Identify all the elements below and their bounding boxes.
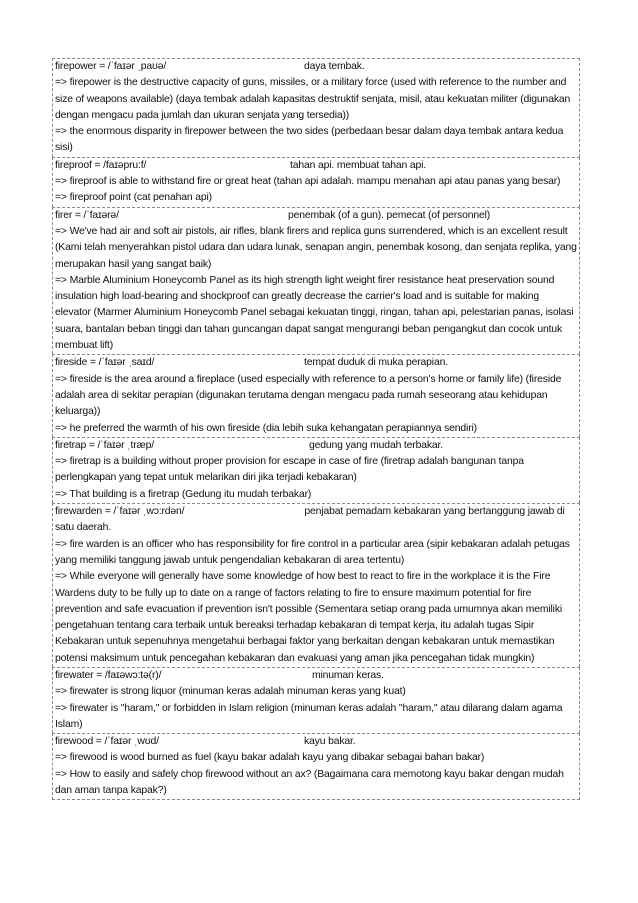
entry-translation: tahan api. membuat tahan api. (290, 159, 427, 171)
entry-translation: daya tembak. (304, 61, 365, 72)
entry-firewood (52, 733, 580, 800)
entry-line: => firewater is strong liquor (minuman keras adalah minuman keras yang kuat) (55, 686, 406, 698)
entry-line: => firetrap is a building without proper provision for escape in case of fire (firetrap adalah bangunan tanpa perlengkapan yang tepat untuk melarikan diri jika terjadi kebakaran) (55, 456, 524, 484)
entry-translation: kayu bakar. (304, 736, 356, 748)
entry-term: fireproof = /faɪəpru:f/ (55, 159, 147, 171)
entry-fireside (52, 354, 580, 436)
entry-term: firewarden = /ˈfaɪər ˌwɔ:rdən/ (55, 506, 185, 518)
entry-line: => How to easily and safely chop firewood without an ax? (Bagaimana cara memotong kayu bakar dengan mudah dan aman tanpa kapak?) (55, 768, 564, 797)
entry-line: => firepower is the destructive capacity of guns, missiles, or a military force (used with reference to the number and size of weapons available) (daya tembak adalah kapasitas destruktif senjata, misil, atau kekuatan militer (digunakan dengan mengacu pada jumlah dan ukuran senjata yang tersedia)) (55, 77, 571, 121)
entry-term: firewood = /ˈfaɪər ˌwʊd/ (55, 736, 159, 748)
entry-line: => the enormous disparity in firepower between the two sides (perbedaan besar dalam daya tembak antara kedua sisi) (55, 126, 564, 154)
entry-line: => Marble Aluminium Honeycomb Panel as its high strength light weight firer resistance heat preservation sound insulation high load-bearing and shockproof can greatly decrease the carrier's load and is suitable for making elevator (Marmer Aluminium Honeycomb Panel sebagai kekuatan tinggi, ringan, tahan api, pelestarian panas, isolasi suara, bantalan beban tinggi dan tahan guncangan dapat sangat mengurangi beban pengangkut dan cocok untuk membuat lift) (55, 274, 574, 352)
entry-head (55, 668, 577, 684)
entry-translation: penjabat pemadam kebakaran yang bertanggung jawab di satu daerah. (55, 506, 565, 534)
entry-head (55, 504, 577, 537)
entry-line: => firewood is wood burned as fuel (kayu bakar adalah kayu yang dibakar sebagai bahan bakar) (55, 752, 485, 764)
entry-line: => he preferred the warmth of his own fireside (dia lebih suka kehangatan perapiannya sendiri) (55, 422, 477, 434)
dictionary-entries (52, 58, 580, 800)
entry-line: => We've had air and soft air pistols, air rifles, blank firers and replica guns surrendered, which is an excellent result (Kami telah menyerahkan pistol udara dan udara lunak, senapan angin, penembak kosong, dan senjata replika, yang merupakan hasil yang sangat baik) (55, 225, 577, 270)
entry-fireproof (52, 157, 580, 207)
entry-line: => firewater is "haram," or forbidden in Islam religion (minuman keras adalah "haram," atau dilarang dalam agama Islam) (55, 702, 563, 730)
entry-line: => fireproof point (cat penahan api) (55, 192, 212, 204)
entry-translation: penembak (of a gun). pemecat (of personnel) (288, 209, 491, 221)
entry-term: firepower = /ˈfaɪər ˌpaʊə/ (55, 61, 167, 72)
entry-firepower (52, 58, 580, 157)
entry-head (55, 208, 577, 224)
entry-firetrap (52, 437, 580, 503)
entry-term: firetrap = /ˈfaɪər ˌtræp/ (55, 439, 154, 451)
entry-firewarden (52, 503, 580, 667)
entry-head (55, 59, 577, 75)
entry-head (55, 438, 577, 454)
entry-firewater (52, 667, 580, 733)
entry-line: => While everyone will generally have some knowledge of how best to react to fire in the workplace it is the Fire Wardens duty to be fully up to date on a range of factors relating to fire to ensure maximum potential for fire prevention and safe evacuation if prevention isn't possible (Sementara setiap orang pada umumnya akan memiliki pengetahuan tentang cara terbaik untuk bereaksi terhadap kebakaran di tempat kerja, itu adalah tugas Sipir Kebakaran untuk sepenuhnya mengetahui berbagai faktor yang berkaitan dengan kebakaran untuk memastikan potensi maksimum untuk pencegahan kebakaran dan evakuasi yang aman jika pencegahan tidak mungkin) (55, 571, 563, 664)
entry-term: firewater = /faɪəwɔ:tə(r)/ (55, 669, 162, 681)
entry-firer (52, 207, 580, 355)
entry-translation: minuman keras. (312, 669, 384, 681)
entry-head (55, 355, 577, 371)
entry-term: fireside = /ˈfaɪər ˌsaɪd/ (55, 357, 155, 369)
entry-head (55, 734, 577, 750)
entry-translation: tempat duduk di muka perapian. (304, 357, 448, 369)
entry-translation: gedung yang mudah terbakar. (309, 439, 444, 451)
entry-term: firer = /ˈfaɪərə/ (55, 209, 119, 221)
entry-line: => fireside is the area around a fireplace (used especially with reference to a person's home or family life) (fireside adalah area di sekitar perapian (digunakan terutama dengan mengacu pada rumah seseorang atau kehidupan keluarga)) (55, 373, 562, 418)
entry-line: => fire warden is an officer who has responsibility for fire control in a particular area (sipir kebakaran adalah petugas yang memiliki tanggung jawab untuk pengendalian kebakaran di area tertentu) (55, 538, 570, 566)
entry-line: => fireproof is able to withstand fire or great heat (tahan api adalah. mampu menahan api atau panas yang besar) (55, 176, 561, 188)
entry-head (55, 158, 577, 174)
entry-line: => That building is a firetrap (Gedung itu mudah terbakar) (55, 488, 312, 500)
